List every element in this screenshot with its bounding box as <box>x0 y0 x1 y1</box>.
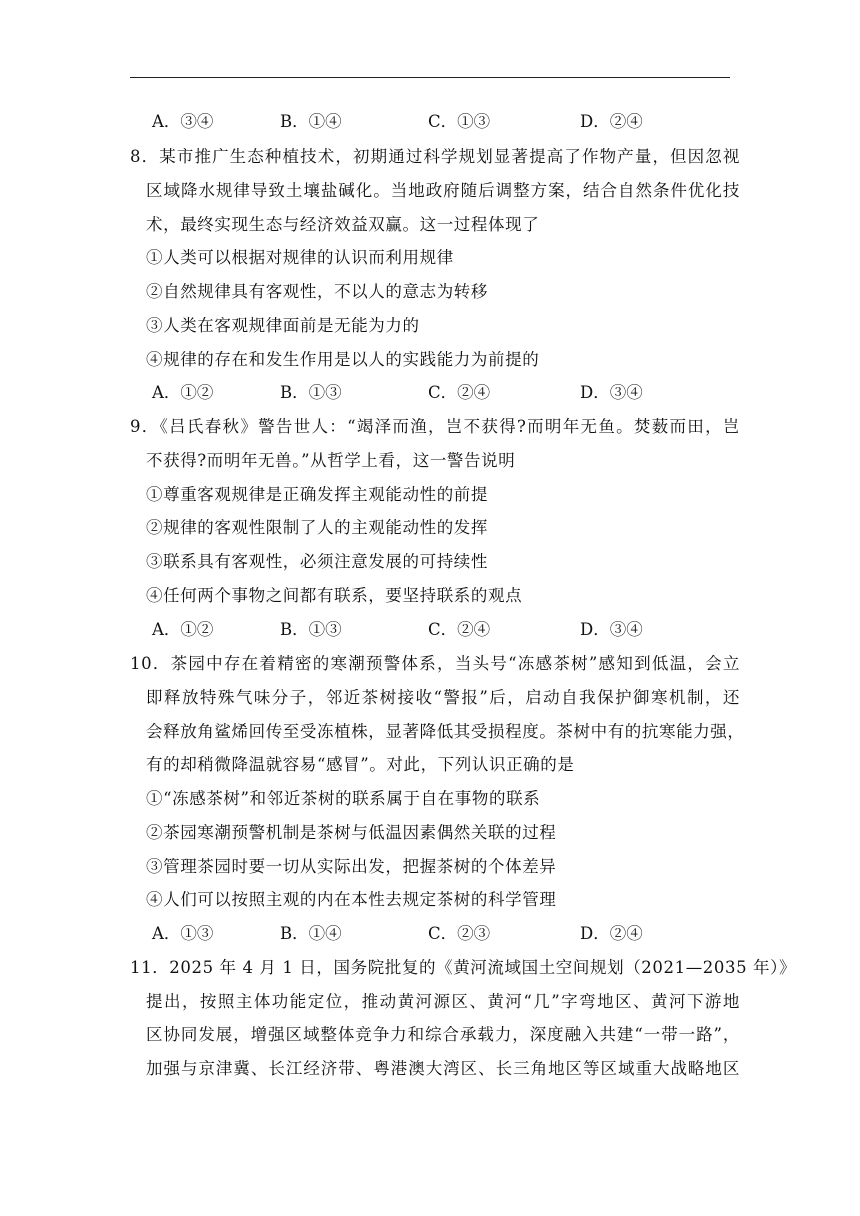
q9-option: ④任何两个事物之间都有联系，要坚持联系的观点 <box>146 586 523 605</box>
choice-d[interactable]: D．③④ <box>580 620 643 639</box>
choice-a[interactable]: A．③④ <box>152 112 214 131</box>
q9-stem-line: 不获得?而明年无兽。”从哲学上看，这一警告说明 <box>146 451 516 470</box>
choice-d[interactable]: D．②④ <box>580 924 643 943</box>
q9-option: ①尊重客观规律是正确发挥主观能动性的前提 <box>146 485 488 504</box>
choice-c[interactable]: C．②③ <box>428 924 491 943</box>
choice-d[interactable]: D．②④ <box>580 112 643 131</box>
q10-option: ③管理茶园时要一切从实际出发，把握茶树的个体差异 <box>146 857 557 876</box>
choice-d[interactable]: D．③④ <box>580 383 643 402</box>
choice-a[interactable]: A．①② <box>152 620 214 639</box>
q9-option: ②规律的客观性限制了人的主观能动性的发挥 <box>146 518 488 537</box>
q8-option: ④规律的存在和发生作用是以人的实践能力为前提的 <box>146 350 540 369</box>
choice-b[interactable]: B．①④ <box>280 112 342 131</box>
choice-c[interactable]: C．②④ <box>428 383 491 402</box>
q10-option: ④人们可以按照主观的内在本性去规定茶树的科学管理 <box>146 890 557 909</box>
q10-option: ②茶园寒潮预警机制是茶树与低温因素偶然关联的过程 <box>146 823 557 842</box>
q8-stem-line: 8．某市推广生态种植技术，初期通过科学规划显著提高了作物产量，但因忽视 <box>130 147 740 166</box>
choice-b[interactable]: B．①③ <box>280 620 342 639</box>
q11-stem-line: 区协同发展，增强区域整体竞争力和综合承载力，深度融入共建“一带一路”， <box>146 1025 740 1044</box>
q9-option: ③联系具有客观性，必须注意发展的可持续性 <box>146 552 488 571</box>
q10-stem-line: 10．茶园中存在着精密的寒潮预警体系，当头号“冻感茶树”感知到低温，会立 <box>130 654 740 673</box>
choice-c[interactable]: C．②④ <box>428 620 491 639</box>
q8-option: ③人类在客观规律面前是无能为力的 <box>146 316 420 335</box>
q11-stem-line: 11．2025 年 4 月 1 日，国务院批复的《黄河流域国土空间规划（2021—2035 年）》 <box>130 958 797 977</box>
q8-option: ②自然规律具有客观性，不以人的意志为转移 <box>146 282 488 301</box>
choice-a[interactable]: A．①② <box>152 383 214 402</box>
choice-b[interactable]: B．①④ <box>280 924 342 943</box>
q10-stem-line: 会释放角鲨烯回传至受冻植株，显著降低其受损程度。茶树中有的抗寒能力强， <box>146 722 745 741</box>
q10-option: ①“冻感茶树”和邻近茶树的联系属于自在事物的联系 <box>146 789 541 808</box>
q11-stem-line: 提出，按照主体功能定位，推动黄河源区、黄河“几”字弯地区、黄河下游地 <box>146 992 740 1011</box>
q10-stem-line: 有的却稍微降温就容易“感冒”。对此，下列认识正确的是 <box>146 755 575 774</box>
q11-stem-line: 加强与京津冀、长江经济带、粤港澳大湾区、长三角地区等区域重大战略地区 <box>146 1059 740 1078</box>
q8-stem-line: 区域降水规律导致土壤盐碱化。当地政府随后调整方案，结合自然条件优化技 <box>146 181 740 200</box>
choice-c[interactable]: C．①③ <box>428 112 491 131</box>
q8-option: ①人类可以根据对规律的认识而利用规律 <box>146 248 454 267</box>
choice-a[interactable]: A．①③ <box>152 924 214 943</box>
q9-stem-line: 9．《吕氏春秋》警告世人：“竭泽而渔，岂不获得?而明年无鱼。焚薮而田，岂 <box>130 417 740 436</box>
choice-b[interactable]: B．①③ <box>280 383 342 402</box>
q10-stem-line: 即释放特殊气味分子，邻近茶树接收“警报”后，启动自我保护御寒机制，还 <box>146 688 740 707</box>
header-rule <box>130 77 730 78</box>
q8-stem-line: 术，最终实现生态与经济效益双赢。这一过程体现了 <box>146 215 540 234</box>
